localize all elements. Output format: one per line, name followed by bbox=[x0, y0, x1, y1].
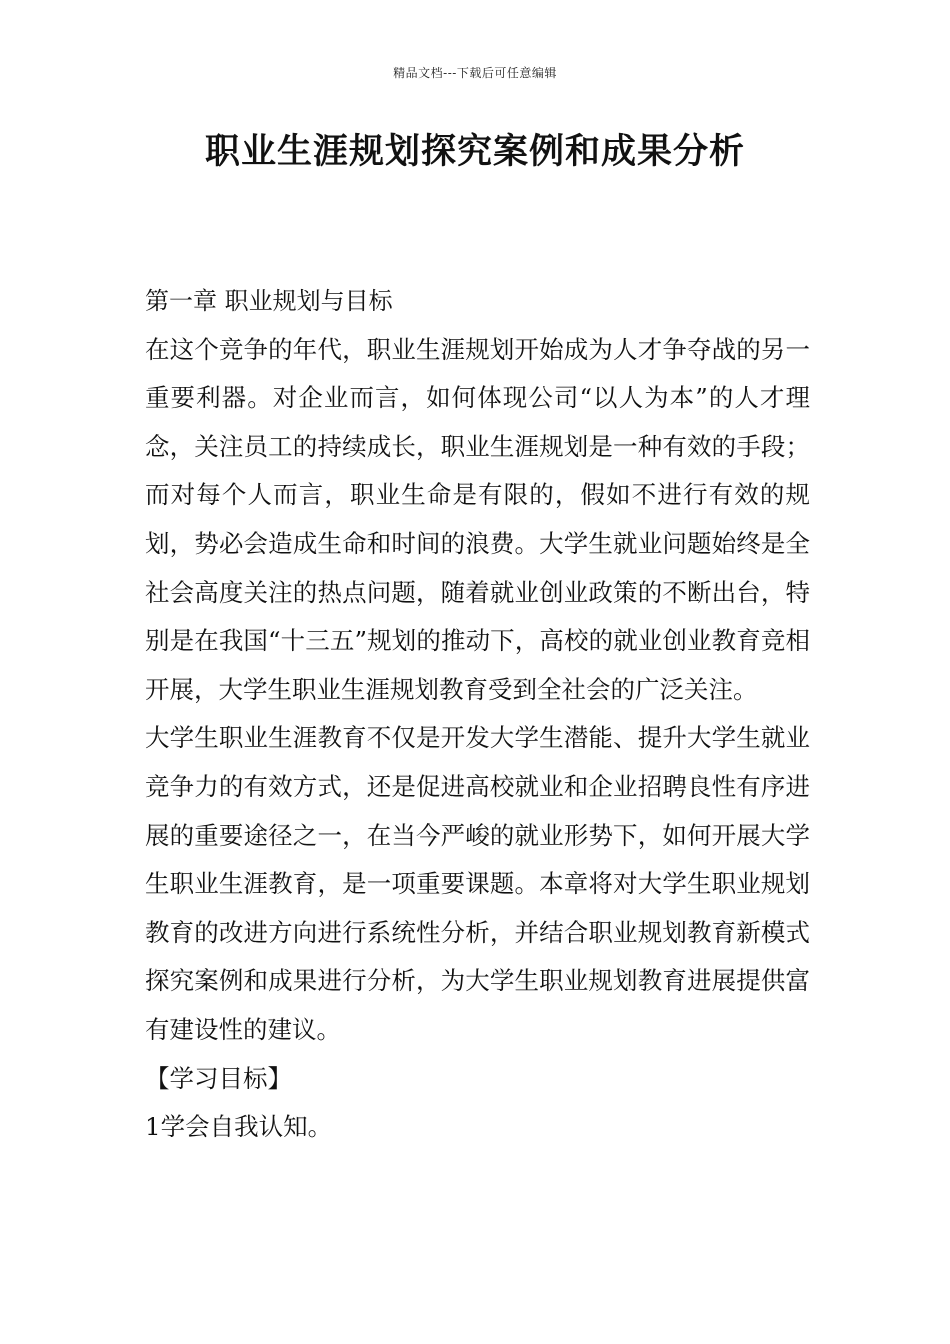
document-body bbox=[145, 277, 810, 1152]
objective-item-1: 1学会自我认知。 bbox=[145, 1112, 333, 1142]
chapter-heading: 第一章 职业规划与目标 bbox=[145, 287, 393, 315]
body-paragraph-2: 大学生职业生涯教育不仅是开发大学生潜能、提升大学生就业竞争力的有效方式，还是促进高校就业和企业招聘良性有序进展的重要途径之一，在当今严峻的就业形势下，如何开展大学生职业生涯教育，是一项重要课题。本章将对大学生职业规划教育的改进方向进行系统性分析，并结合职业规划教育新模式探究案例和成果进行分析，为大学生职业规划教育进展提供富有建设性的建议。 bbox=[145, 723, 810, 1044]
objectives-heading: 【学习目标】 bbox=[145, 1063, 292, 1093]
body-paragraph-1: 在这个竞争的年代，职业生涯规划开始成为人才争夺战的另一重要利器。对企业而言，如何体现公司“以人为本”的人才理念，关注员工的持续成长，职业生涯规划是一种有效的手段；而对每个人而言，职业生命是有限的，假如不进行有效的规划，势必会造成生命和时间的浪费。大学生就业问题始终是全社会高度关注的热点问题，随着就业创业政策的不断出台，特别是在我国“十三五”规划的推动下，高校的就业创业教育竞相开展，大学生职业生涯规划教育受到全社会的广泛关注。 bbox=[145, 334, 810, 704]
document-title: 职业生涯规划探究案例和成果分析 bbox=[204, 132, 745, 172]
header-note: 精品文档---下载后可任意编辑 bbox=[393, 66, 557, 80]
